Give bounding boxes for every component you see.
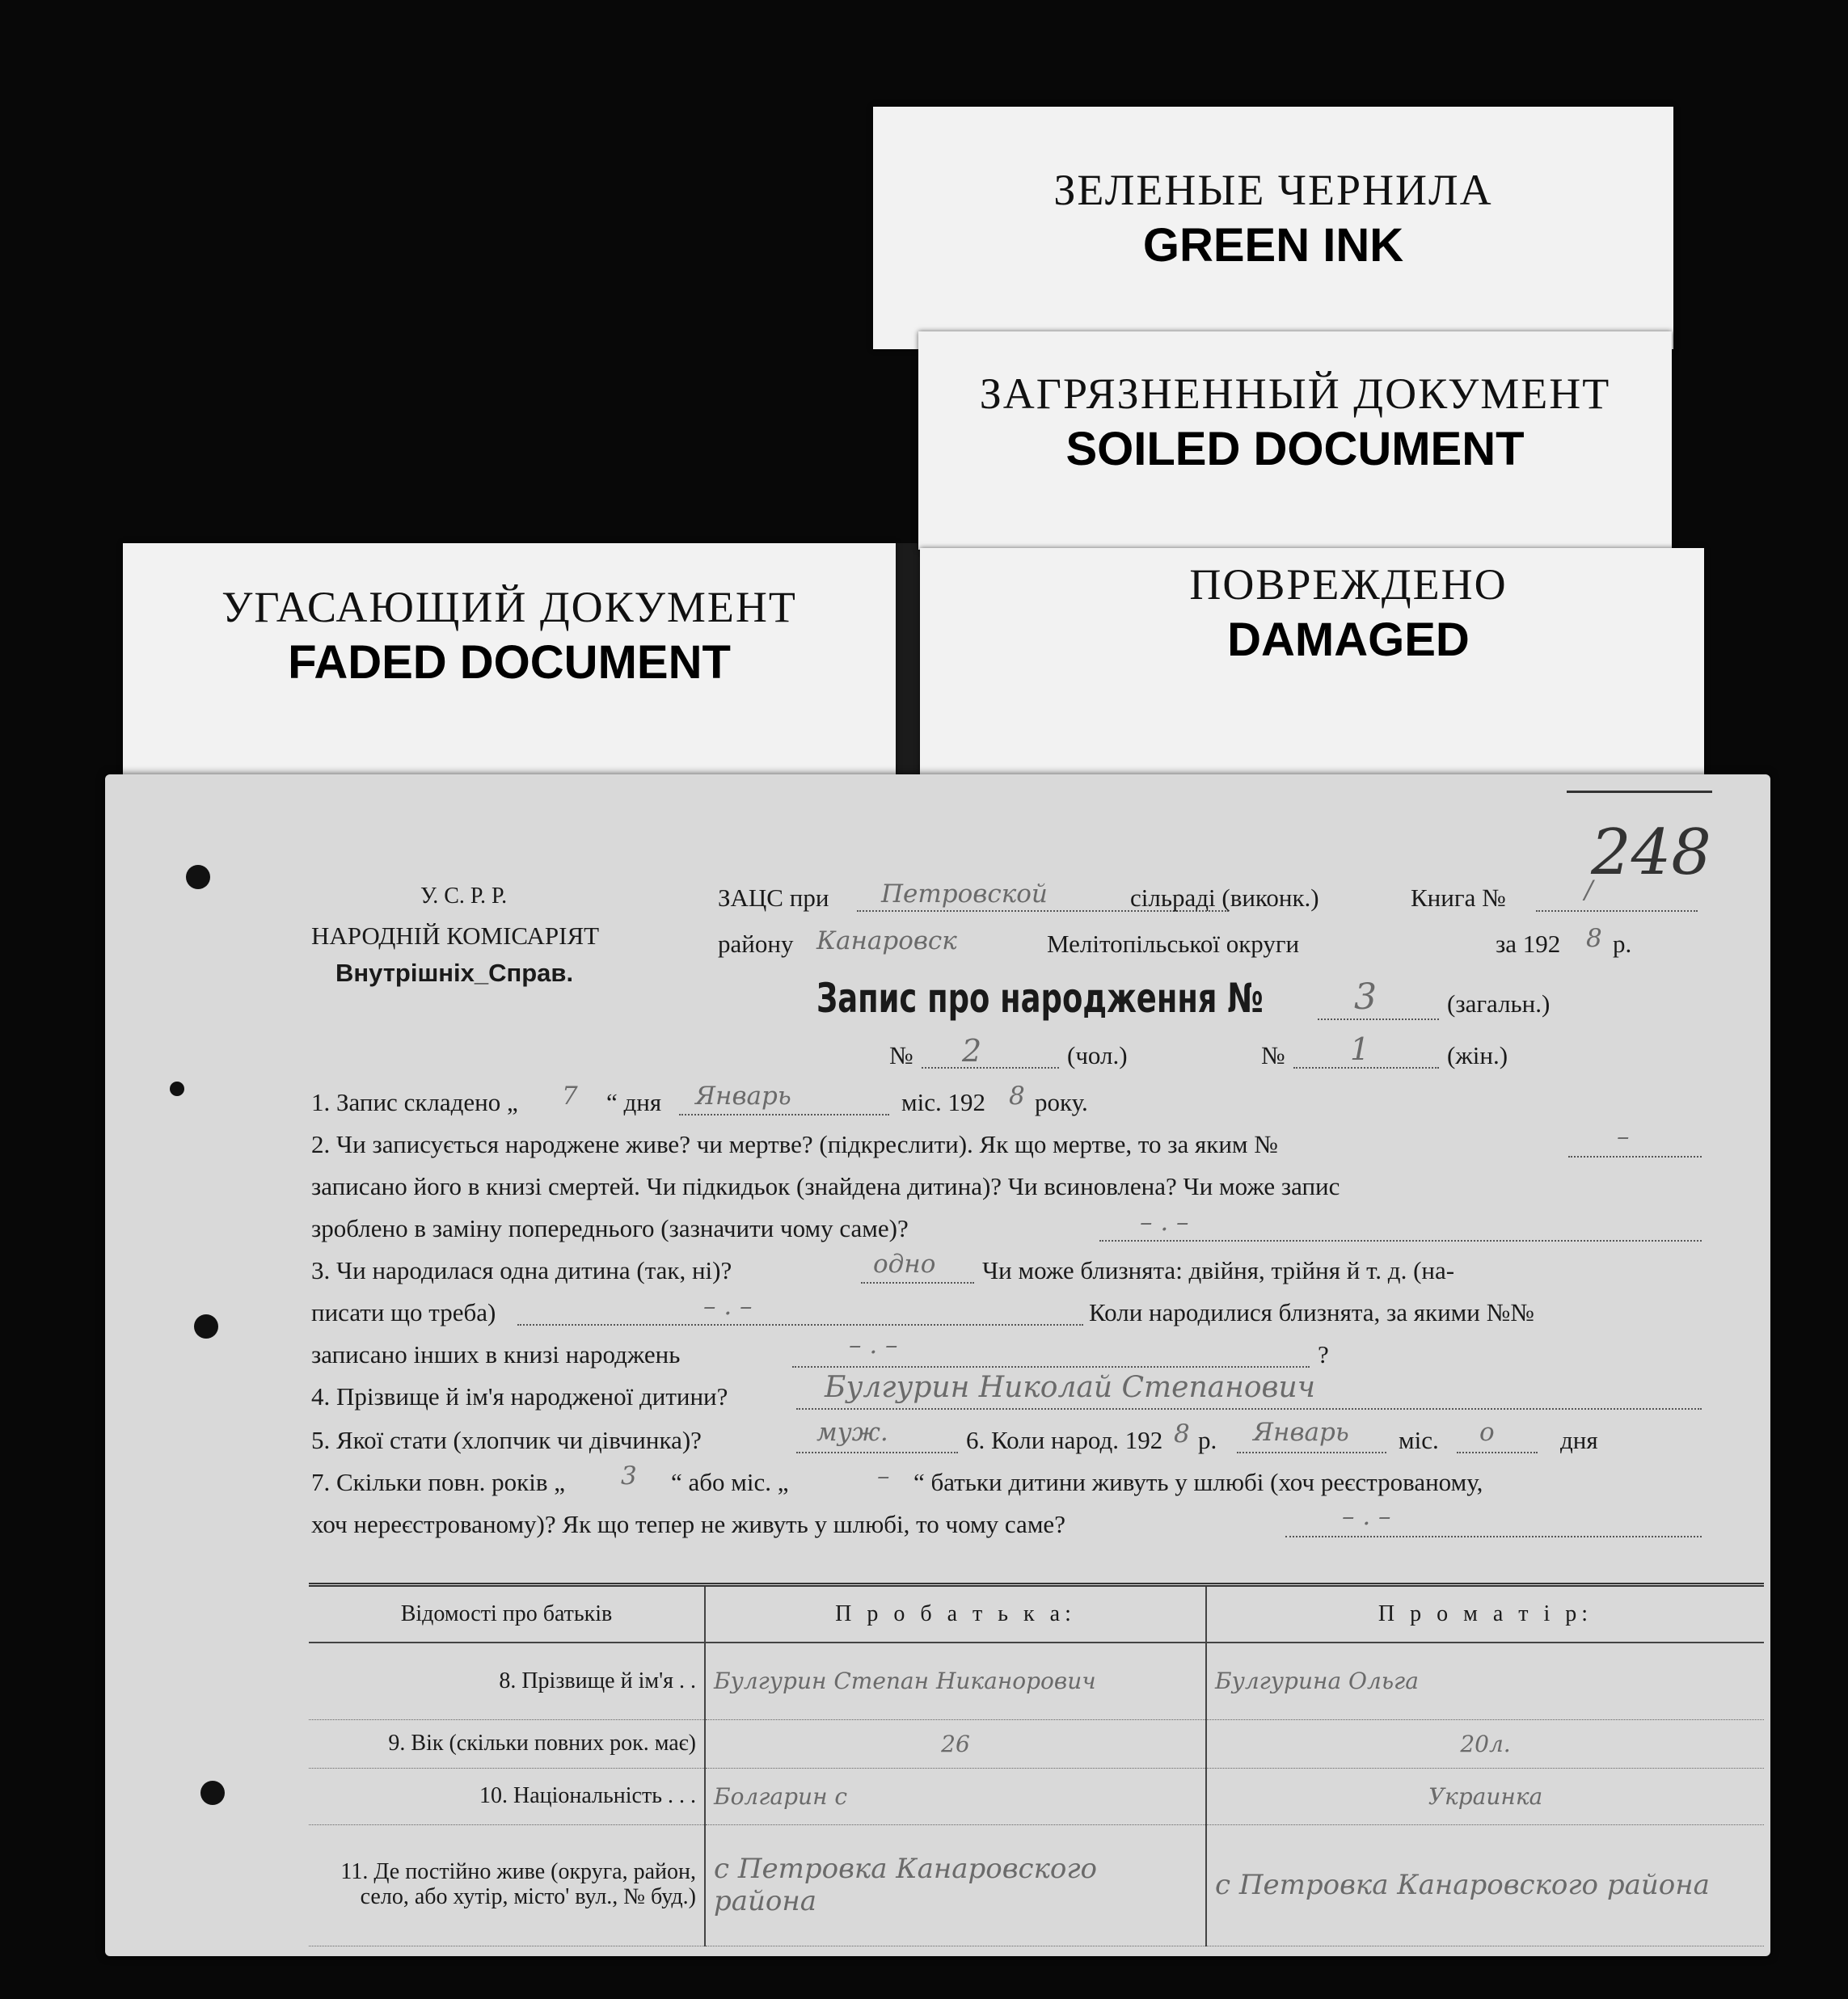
okruha: Мелітопільської округи — [1047, 930, 1300, 958]
q6-month: Январь — [1253, 1418, 1349, 1447]
q3-line2a: писати що треба) — [311, 1298, 496, 1326]
title-number: 3 — [1354, 976, 1377, 1018]
q3-value3: – . – — [849, 1331, 898, 1360]
num-m-line — [922, 1067, 1059, 1069]
q3-line2-dots — [517, 1324, 1083, 1326]
birth-record-card — [105, 774, 1770, 1956]
q1-month-line — [679, 1114, 889, 1115]
record-title: Запис про народження № — [816, 975, 1264, 1022]
q3-line1b: Чи може близнята: двійня, трійня й т. д. (на- — [982, 1256, 1455, 1284]
q1-month: Январь — [695, 1082, 791, 1111]
num-m-suffix: (чол.) — [1067, 1041, 1128, 1069]
parents-table — [309, 1583, 1764, 1946]
soiled-ru: ЗАГРЯЗНЕННЫЙ ДОКУМЕНТ — [979, 369, 1611, 418]
q1-d: року. — [1035, 1088, 1088, 1116]
q5-value: муж. — [816, 1418, 888, 1447]
punch-hole — [186, 865, 210, 889]
table-row — [309, 1643, 1764, 1719]
green-ink-label — [873, 107, 1673, 349]
mother-value: с Петровка Канаровского района — [1206, 1824, 1764, 1946]
damaged-en: DAMAGED — [1227, 614, 1470, 666]
num-f-value: 1 — [1350, 1031, 1370, 1067]
q3-value-line — [861, 1282, 974, 1284]
damaged-ru: ПОВРЕЖДЕНО — [1189, 560, 1508, 609]
q2-line1: 2. Чи записується народжене живе? чи мертве? (підкреслити). Як що мертве, то за яким № — [311, 1130, 1278, 1158]
num-m-value: 2 — [962, 1033, 982, 1069]
faded-ru: УГАСАЮЩИЙ ДОКУМЕНТ — [222, 583, 797, 631]
q3-line1a: 3. Чи народилася одна дитина (так, ні)? — [311, 1256, 732, 1284]
table-header-cell: Відомості про батьків — [309, 1585, 705, 1643]
q3-line3: записано інших в книзі народжень — [311, 1340, 681, 1369]
zags-prefix: ЗАЦС при — [718, 884, 829, 912]
row-label: 11. Де постійно живе (округа, район, село, або хутір, місто' вул., № буд.) — [309, 1824, 705, 1946]
book-line — [1536, 910, 1698, 912]
q2-line3-dots — [1099, 1240, 1702, 1242]
q2-line1-dots — [1568, 1156, 1702, 1158]
district-label: району — [718, 930, 794, 958]
book-value: / — [1584, 875, 1593, 905]
q1-day: 7 — [562, 1082, 578, 1111]
table-row — [309, 1719, 1764, 1768]
soiled-document-label — [918, 331, 1672, 550]
header-commissariat: НАРОДНІЙ КОМІСАРІЯТ — [311, 921, 600, 950]
q2-line2: записано його в книзі смертей. Чи підкидьок (знайдена дитина)? Чи всиновлена? Чи може запис — [311, 1172, 1340, 1200]
mother-value: Булгурина Ольга — [1206, 1643, 1764, 1719]
faded-en: FADED DOCUMENT — [288, 636, 731, 689]
dark-strip — [896, 543, 920, 778]
q6-mis: міс. — [1399, 1426, 1439, 1454]
q6-month-dots — [1237, 1452, 1386, 1453]
row-label: 8. Прізвище й ім'я . . — [309, 1643, 705, 1719]
year-suffix: р. — [1613, 930, 1632, 958]
book-label: Книга № — [1411, 884, 1506, 912]
father-value: Болгарин с — [705, 1768, 1206, 1824]
q7-years: 3 — [621, 1461, 637, 1491]
father-value: 26 — [705, 1719, 1206, 1768]
q6-r: р. — [1198, 1426, 1217, 1454]
green-ink-ru: ЗЕЛЕНЫЕ ЧЕРНИЛА — [1053, 166, 1493, 214]
num-f-suffix: (жін.) — [1447, 1041, 1508, 1069]
punch-hole — [194, 1314, 218, 1339]
table-row — [309, 1768, 1764, 1824]
q5-label: 5. Якої стати (хлопчик чи дівчинка)? — [311, 1426, 702, 1454]
q7-c: “ батьки дитини живуть у шлюбі (хоч реєстрованому, — [913, 1468, 1483, 1496]
punch-hole — [170, 1082, 184, 1096]
q2-line3: зроблено в заміну попереднього (зазначити чому саме)? — [311, 1214, 909, 1242]
page-number-bar — [1567, 791, 1712, 793]
zags-value: Петровской — [881, 879, 1048, 909]
damaged-label — [920, 548, 1704, 782]
q3-line3b: ? — [1318, 1340, 1329, 1369]
num-m-label: № — [889, 1041, 913, 1069]
q3-value2: – . – — [703, 1292, 753, 1321]
year-label: за 192 — [1496, 930, 1561, 958]
q1-b: “ дня — [606, 1088, 662, 1116]
q6-label: 6. Коли народ. 192 — [966, 1426, 1163, 1454]
q3-line3-dots — [792, 1366, 1310, 1368]
q7-a: 7. Скільки повн. років „ — [311, 1468, 565, 1496]
father-value: с Петровка Канаровского района — [705, 1824, 1206, 1946]
table-row — [309, 1824, 1764, 1946]
green-ink-en: GREEN INK — [1142, 219, 1404, 272]
q3-line2b: Коли народилися близнята, за якими №№ — [1089, 1298, 1534, 1326]
q7-b: “ або міс. „ — [671, 1468, 789, 1496]
row-label: 10. Національність . . . — [309, 1768, 705, 1824]
q1-year: 8 — [1009, 1082, 1025, 1111]
q4-value: Булгурин Николай Степанович — [825, 1371, 1316, 1404]
q7-value2: – . – — [1342, 1502, 1391, 1531]
father-value: Булгурин Степан Никанорович — [705, 1643, 1206, 1719]
zags-suffix: сільраді (виконк.) — [1130, 884, 1319, 912]
faded-document-label — [123, 543, 896, 786]
header-ussr: У. С. Р. Р. — [420, 884, 508, 909]
q6-day-dots — [1457, 1452, 1538, 1453]
q7-line2-dots — [1285, 1536, 1702, 1537]
q5-dots — [796, 1452, 958, 1453]
q2-value: – — [1617, 1122, 1630, 1151]
q6-day: о — [1479, 1418, 1495, 1447]
num-f-label: № — [1261, 1041, 1285, 1069]
header-internal-affairs: Внутрішніх_Справ. — [335, 959, 574, 987]
mother-value: 20л. — [1206, 1719, 1764, 1768]
mother-value: Украинка — [1206, 1768, 1764, 1824]
q4-label: 4. Прізвище й ім'я народженої дитини? — [311, 1382, 728, 1411]
punch-hole — [200, 1781, 225, 1805]
q3-value: одно — [873, 1250, 936, 1279]
q7-line2: хоч нереєстрованому)? Як що тепер не живуть у шлюбі, то чому саме? — [311, 1510, 1065, 1538]
title-suffix: (загальн.) — [1447, 989, 1551, 1018]
q1-c: міс. 192 — [901, 1088, 985, 1116]
table-header-row — [309, 1585, 1764, 1643]
q4-dots — [796, 1408, 1702, 1410]
q6-year: 8 — [1174, 1419, 1190, 1449]
table-header-cell: П р о м а т і р: — [1206, 1585, 1764, 1643]
q1-a: 1. Запис складено „ — [311, 1088, 518, 1116]
q6-dnia: дня — [1560, 1426, 1598, 1454]
page-number: 248 — [1591, 816, 1711, 889]
table-header-cell: П р о б а т ь к а: — [705, 1585, 1206, 1643]
num-f-line — [1293, 1067, 1439, 1069]
soiled-en: SOILED DOCUMENT — [1065, 423, 1525, 475]
year-value: 8 — [1586, 924, 1602, 953]
row-label: 9. Вік (скільки повних рок. має) — [309, 1719, 705, 1768]
q7-months: – — [877, 1461, 890, 1491]
district-value: Канаровск — [816, 926, 957, 955]
title-number-line — [1318, 1018, 1439, 1020]
q2-value2: – . – — [1140, 1208, 1189, 1237]
